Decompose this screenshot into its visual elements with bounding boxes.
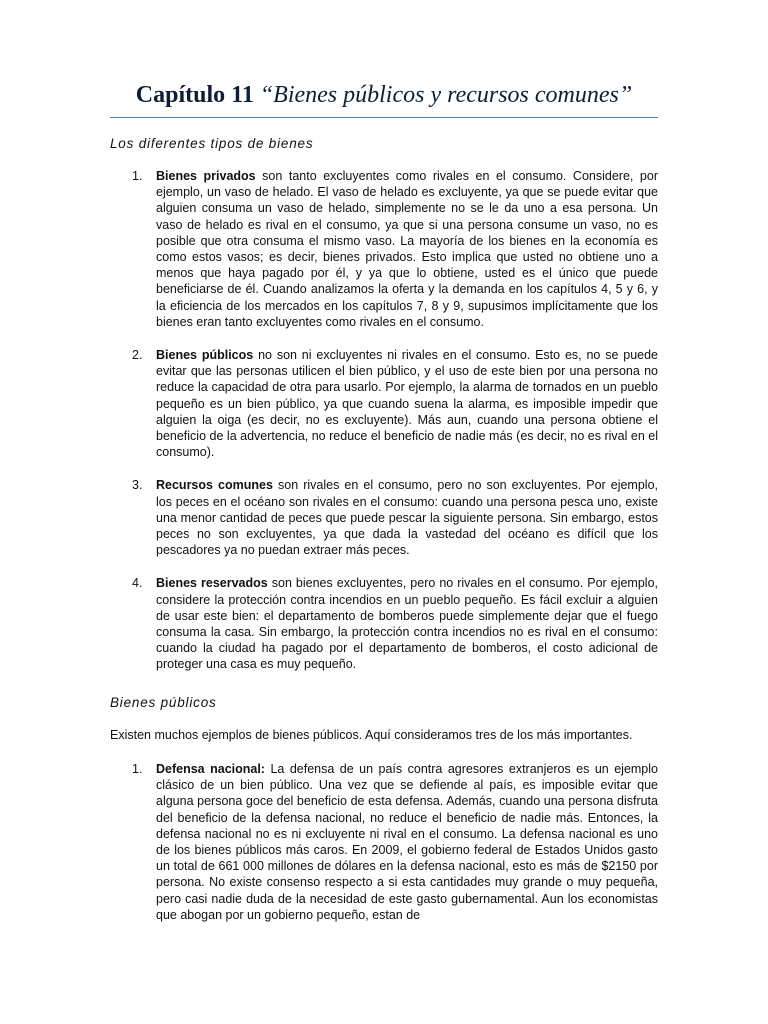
list-number: 4.	[132, 576, 143, 591]
list-paragraph	[156, 168, 658, 330]
page-title	[110, 82, 658, 109]
term-description: La defensa de un país contra agresores extranjeros es un ejemplo clásico de un bien público. Una vez que se defiende al país, es imposible evitar que alguna persona goce del beneficio de esta defensa. Además, cuando una persona disfruta del beneficio de la defensa nacional, no reduce el beneficio de nadie más. Entonces, la defensa nacional no es ni excluyente ni rival en el consumo. La defensa nacional es uno de los bienes públicos más caros. En 2009, el gobierno federal de Estados Unidos gasto un total de 661 000 millones de dólares en la defensa nacional, esto es más de $2150 por persona. No existe consenso respecto a si esta cantidades muy grande o muy pequeña, pero casi nadie duda de la necesidad de este gasto gubernamental. Aun los economistas que abogan por un gobierno pequeño, estan de	[156, 762, 658, 922]
public-goods-list	[110, 761, 658, 923]
term: Defensa nacional:	[156, 762, 265, 776]
term: Bienes reservados	[156, 576, 268, 591]
section-intro: Existen muchos ejemplos de bienes públicos. Aquí consideramos tres de los más importantes.	[110, 728, 633, 742]
types-list	[110, 168, 658, 673]
term: Bienes privados	[156, 169, 256, 183]
list-item	[110, 575, 658, 672]
list-paragraph	[156, 347, 658, 460]
section-heading-types: Los diferentes tipos de bienes	[110, 136, 314, 151]
list-paragraph	[156, 477, 658, 558]
term-description: son rivales en el consumo, pero no son excluyentes. Por ejemplo, los peces en el océano son rivales en el consumo: cuando una persona pesca uno, existe una menor cantidad de peces que puede pescar la siguiente persona. Sin embargo, estos peces no son excluyentes, ya que dada la vastedad del océano es difícil que los pescadores ya no puedan extraer más peces.	[156, 478, 658, 558]
section-heading-public-goods: Bienes públicos	[110, 695, 217, 710]
term: Recursos comunes	[156, 478, 273, 493]
title-underline	[110, 117, 658, 118]
list-item	[110, 168, 658, 330]
list-item	[110, 477, 658, 558]
list-item	[110, 761, 658, 923]
list-paragraph	[156, 761, 658, 923]
list-number: 3.	[132, 478, 143, 493]
term-description: no son ni excluyentes ni rivales en el consumo. Esto es, no se puede evitar que las personas utilicen el bien público, y el uso de este bien por una persona no reduce la capacidad de otra para usarlo. Por ejemplo, la alarma de tornados en un pueblo pequeño es un bien público, ya que cuando suena la alarma, es imposible impedir que alguien la oiga (es decir, no es excluyente). Más aun, cuando una persona obtiene el beneficio de la advertencia, no reduce el beneficio de nadie más (es decir, no es rival en el consumo).	[156, 348, 658, 460]
list-number: 2.	[132, 348, 143, 363]
list-paragraph	[156, 575, 658, 672]
term-description: son tanto excluyentes como rivales en el consumo. Considere, por ejemplo, un vaso de helado. El vaso de helado es excluyente, ya que se puede evitar que alguien consuma un vaso de helado, simplemente no se le da uno a esa persona. Un vaso de helado es rival en el consumo, ya que si una persona consume un vaso, no es posible que otra consuma el mismo vaso. La mayoría de los bienes en la economía es como estos vasos; es decir, bienes privados. Esto implica que usted no obtiene uno a menos que haya pagado por él, y ya que lo obtiene, usted es el único que puede beneficiarse de él. Cuando analizamos la oferta y la demanda en los capítulos 4, 5 y 6, y la eficiencia de los mercados en los capítulos 7, 8 y 9, supusimos implícitamente que los bienes eran tanto excluyentes como rivales en el consumo.	[156, 169, 658, 329]
list-number: 1.	[132, 169, 143, 183]
chapter-subtitle: “Bienes públicos y recursos comunes”	[259, 82, 633, 108]
term-description: son bienes excluyentes, pero no rivales en el consumo. Por ejemplo, considere la protección contra incendios en un pueblo pequeño. Es fácil excluir a alguien de usar este bien: el departamento de bomberos puede simplemente dejar que el fuego consuma la casa. Sin embargo, la protección contra incendios no es rival en el consumo: cuando la ciudad ha pagado por el departamento de bomberos, el costo adicional de proteger una casa es muy pequeño.	[156, 576, 658, 672]
list-item	[110, 347, 658, 460]
list-number: 1.	[132, 762, 143, 776]
chapter-number: Capítulo 11	[135, 82, 254, 108]
term: Bienes públicos	[156, 348, 254, 363]
